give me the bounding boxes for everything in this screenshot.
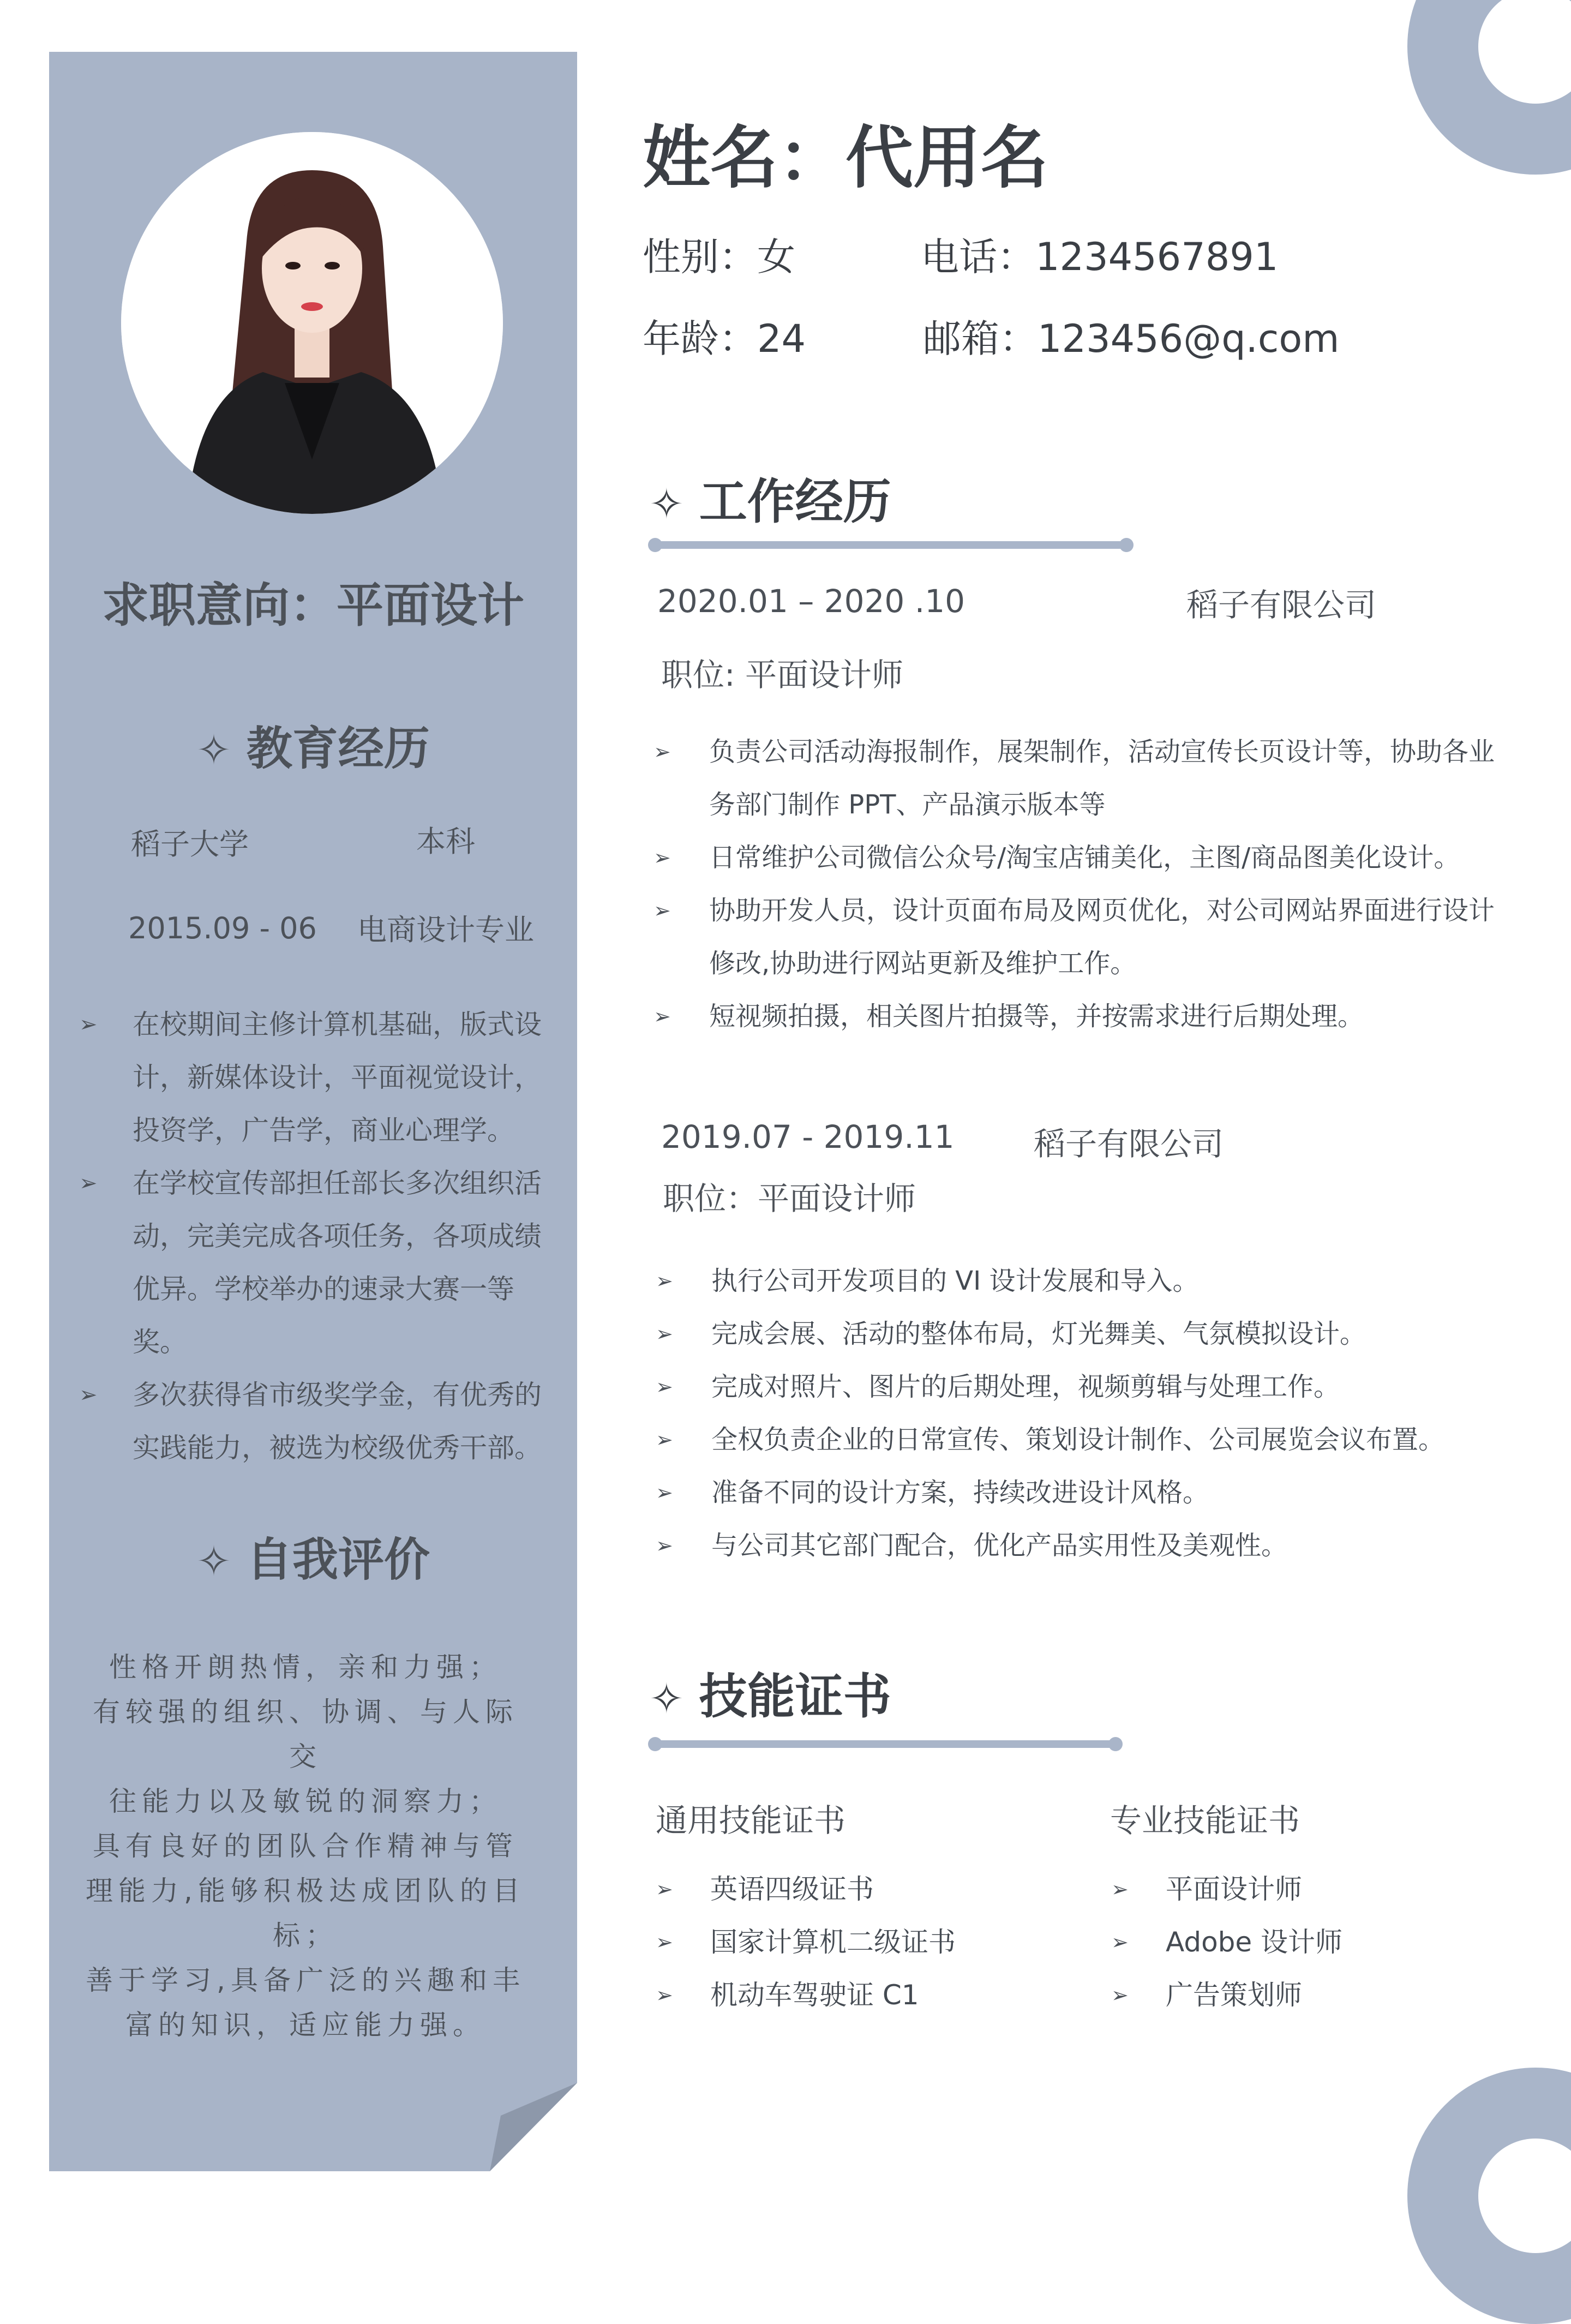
- arrow-bullet-icon: ➢: [653, 1004, 671, 1028]
- arrow-bullet-icon: ➢: [79, 1382, 98, 1407]
- pro-cert-list: [1111, 1863, 1449, 2022]
- sparkle-icon: ✧: [649, 480, 684, 528]
- list-item: ➢ 协助开发人员，设计页面布局及网页优化，对公司网站界面进行设计: [653, 884, 1526, 937]
- section-divider: [650, 541, 1131, 549]
- job-company: 稻子有限公司: [1186, 586, 1377, 624]
- list-item: ➢ 广告策划师: [1111, 1969, 1449, 2022]
- arrow-bullet-icon: ➢: [656, 1322, 673, 1346]
- list-item: ➢ 多次获得省市级奖学金，有优秀的实践能力，被选为校级优秀干部。: [79, 1369, 559, 1475]
- arrow-bullet-icon: ➢: [79, 1012, 98, 1037]
- job-position: 职位: 平面设计师: [661, 656, 903, 693]
- list-item: ➢ 全权负责企业的日常宣传、策划设计制作、公司展览会议布置。: [656, 1413, 1528, 1466]
- list-item: ➢ 短视频拍摄，相关图片拍摄等，并按需求进行后期处理。: [653, 990, 1526, 1043]
- gender: 性别：女: [643, 235, 795, 279]
- arrow-bullet-icon: ➢: [656, 1269, 673, 1293]
- arrow-bullet-icon: ➢: [79, 1171, 98, 1196]
- decorative-arc-bottom: [1407, 2068, 1571, 2324]
- education-title: 教育经历: [246, 722, 430, 775]
- arrow-bullet-icon: ➢: [1111, 1930, 1129, 1954]
- arrow-bullet-icon: ➢: [656, 1481, 673, 1505]
- list-item: ➢ 日常维护公司微信公众号/淘宝店铺美化，主图/商品图美化设计。: [653, 831, 1526, 884]
- list-item: ➢ Adobe 设计师: [1111, 1916, 1449, 1969]
- arrow-bullet-icon: ➢: [653, 899, 671, 923]
- skills-heading: [649, 1658, 891, 1727]
- self-eval-title: 自我评价: [246, 1533, 430, 1586]
- arrow-bullet-icon: ➢: [656, 1534, 673, 1558]
- work-title: 工作经历: [699, 474, 891, 530]
- job-bullets: [653, 726, 1526, 1043]
- list-item: ➢ 在学校宣传部担任部长多次组织活动，完美完成各项任务，各项成绩优异。学校举办的速录大赛一等奖。: [79, 1157, 559, 1369]
- job-period: 2020.01 – 2020 .10: [657, 583, 965, 620]
- school-name: 稻子大学: [131, 827, 249, 861]
- list-item: ➢ 执行公司开发项目的 VI 设计发展和导入。: [656, 1255, 1528, 1308]
- sparkle-icon: ✧: [196, 1537, 231, 1585]
- education-heading: [49, 712, 577, 778]
- job-position: 职位：平面设计师: [663, 1180, 916, 1217]
- arrow-bullet-icon: ➢: [656, 1428, 673, 1452]
- list-item: ➢ 英语四级证书: [656, 1863, 1070, 1916]
- sparkle-icon: ✧: [649, 1674, 684, 1723]
- phone: 电话：1234567891: [921, 235, 1279, 279]
- sparkle-icon: ✧: [196, 726, 231, 774]
- general-cert-list: [656, 1863, 1070, 2022]
- arrow-bullet-icon: ➢: [656, 1983, 673, 2007]
- arrow-bullet-icon: ➢: [1111, 1983, 1129, 2007]
- list-item: ➢ 与公司其它部门配合，优化产品实用性及美观性。: [656, 1519, 1528, 1572]
- list-item: ➢ 平面设计师: [1111, 1863, 1449, 1916]
- self-eval-heading: [49, 1523, 577, 1589]
- major: 电商设计专业: [357, 913, 534, 947]
- list-item: ➢ 机动车驾驶证 C1: [656, 1969, 1070, 2022]
- section-divider: [650, 1740, 1120, 1748]
- arrow-bullet-icon: ➢: [656, 1375, 673, 1399]
- pro-cert-title: 专业技能证书: [1110, 1802, 1300, 1839]
- decorative-arc-top: [1407, 0, 1571, 175]
- job-period: 2019.07 - 2019.11: [661, 1118, 955, 1155]
- list-item-continued: 务部门制作 PPT、产品演示版本等: [709, 789, 1106, 820]
- self-eval-text: 性格开朗热情，亲和力强； 有较强的组织、协调、与人际交 往能力以及敏锐的洞察力； 具有良好的团队合作精神与管 理能力,能够积极达成团队的目 标； 善于学习,具备广泛的兴趣和丰 富的知识，适应能力强。: [86, 1651, 525, 2041]
- arrow-bullet-icon: ➢: [656, 1930, 673, 1954]
- education-bullets: [79, 998, 559, 1475]
- list-item: ➢ 国家计算机二级证书: [656, 1916, 1070, 1969]
- education-period: 2015.09 - 06: [128, 911, 317, 945]
- list-item: ➢ 负责公司活动海报制作，展架制作，活动宣传长页设计等，协助各业: [653, 726, 1526, 778]
- job-bullets: [656, 1255, 1528, 1572]
- degree: 本科: [416, 824, 475, 859]
- list-item: ➢ 完成会展、活动的整体布局，灯光舞美、气氛模拟设计。: [656, 1308, 1528, 1361]
- page-fold-corner: [490, 2083, 577, 2171]
- avatar: [121, 132, 503, 514]
- work-heading: [649, 464, 891, 532]
- arrow-bullet-icon: ➢: [653, 846, 671, 870]
- arrow-bullet-icon: ➢: [653, 740, 671, 764]
- arrow-bullet-icon: ➢: [1111, 1877, 1129, 1901]
- list-item: ➢ 完成对照片、图片的后期处理，视频剪辑与处理工作。: [656, 1361, 1528, 1413]
- job-intent: 求职意向：平面设计: [102, 578, 524, 633]
- list-item: ➢ 准备不同的设计方案，持续改进设计风格。: [656, 1466, 1528, 1519]
- skills-title: 技能证书: [699, 1668, 891, 1724]
- age: 年龄：24: [643, 316, 806, 361]
- person-name: 姓名：代用名: [643, 119, 1049, 197]
- general-cert-title: 通用技能证书: [656, 1802, 846, 1839]
- list-item-continued: 修改,协助进行网站更新及维护工作。: [709, 948, 1137, 979]
- email: 邮箱：123456@q.com: [923, 316, 1340, 361]
- job-company: 稻子有限公司: [1034, 1125, 1224, 1163]
- arrow-bullet-icon: ➢: [656, 1877, 673, 1901]
- list-item: ➢ 在校期间主修计算机基础，版式设计，新媒体设计，平面视觉设计，投资学，广告学，商业心理学。: [79, 998, 559, 1157]
